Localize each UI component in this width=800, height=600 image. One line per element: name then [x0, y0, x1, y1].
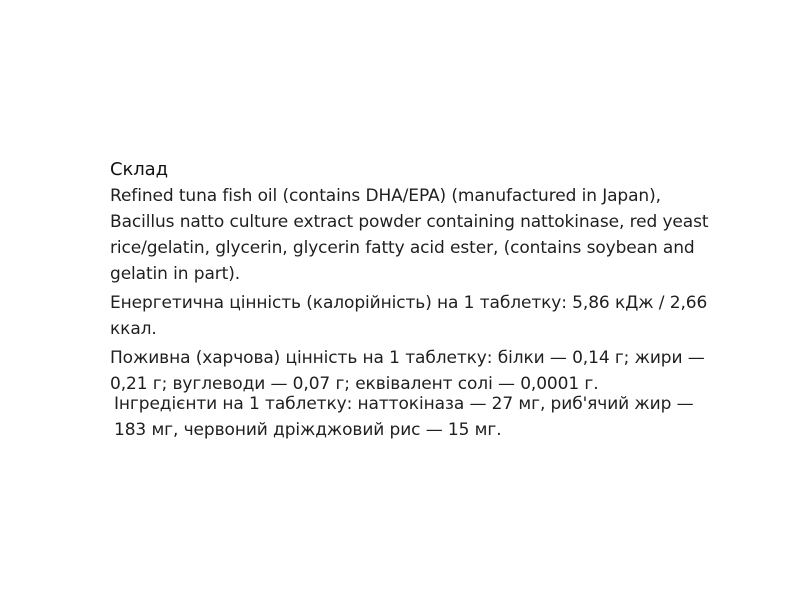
nutrition-value-paragraph: Поживна (харчова) цінність на 1 таблетку: білки — 0,14 г; жири — 0,21 г; вуглеводи — 0,07 г; еквівалент солі — 0,0001 г. [110, 348, 705, 394]
energy-value-paragraph: Енергетична цінність (калорійність) на 1 таблетку: 5,86 кДж / 2,66 ккал. [110, 293, 708, 339]
ingredients-per-tablet-paragraph: Інгредієнти на 1 таблетку: наттокіназа — 27 мг, риб'ячий жир — 183 мг, червоний дріжджовий рис — 15 мг. [114, 394, 694, 440]
composition-section [110, 157, 710, 443]
composition-heading: Склад [110, 159, 168, 180]
ingredients-paragraph: Refined tuna fish oil (contains DHA/EPA) (manufactured in Japan), Bacillus natto culture extract powder containing nattokinase, red yeast rice/gelatin, glycerin, glycerin fatty acid ester, (contains soybean and gelatin in part). [110, 186, 709, 284]
